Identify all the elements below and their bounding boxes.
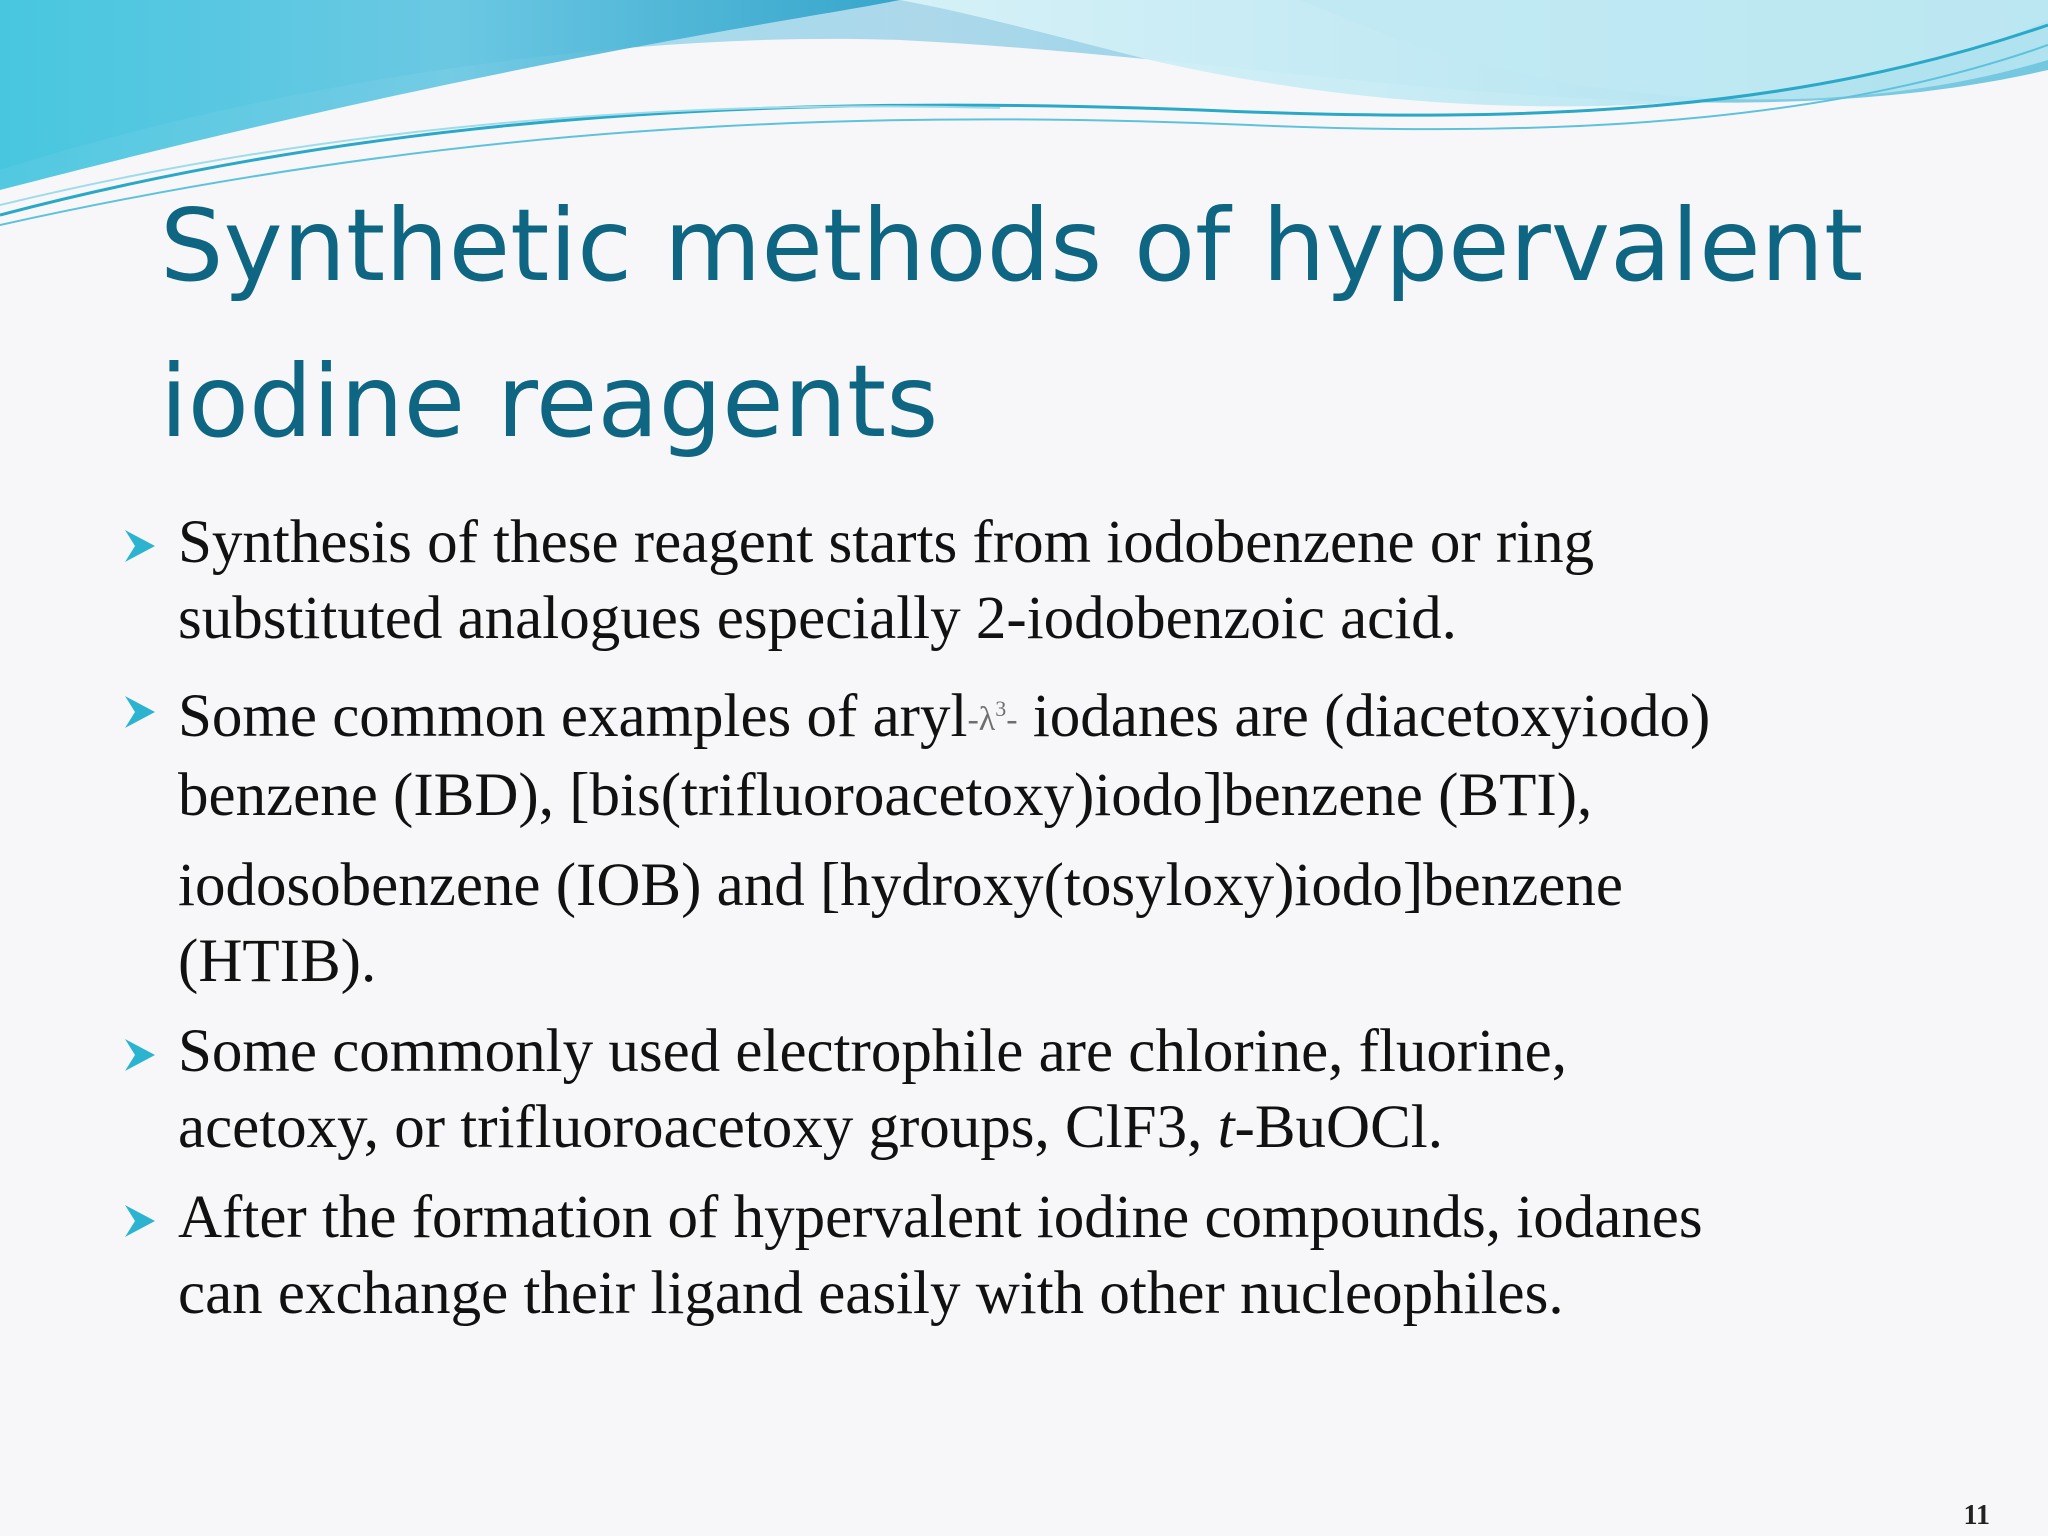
arrowhead-bullet-icon <box>121 527 159 565</box>
bullet-1-line-1: Synthesis of these reagent starts from iodobenzene or ring <box>178 509 1595 576</box>
bullet-2-line-3: iodosobenzene (IOB) and [hydroxy(tosyloxy)iodo]benzene <box>178 852 1623 919</box>
slide-title <box>160 168 2000 480</box>
lambda-superscript: 3 <box>995 696 1007 721</box>
bullet-list <box>115 505 1935 1346</box>
bullet-2-line-2: benzene (IBD), [bis(trifluoroacetoxy)iodo]benzene (BTI), <box>178 762 1593 829</box>
lambda-post: - <box>1006 701 1018 738</box>
bullet-item-4 <box>115 1180 1935 1332</box>
bullet-4-line-2: can exchange their ligand easily with other nucleophiles. <box>178 1260 1564 1327</box>
bullet-3-italic-t: t <box>1217 1094 1235 1161</box>
bullet-item-2 <box>115 671 1935 1000</box>
bullet-2-line-1-pre: Some common examples of aryl <box>178 683 968 750</box>
bullet-2-line-1 <box>178 671 1935 758</box>
bullet-3-line-2 <box>178 1090 1935 1166</box>
bullet-1-line-2: substituted analogues especially 2-iodobenzoic acid. <box>178 585 1457 652</box>
bullet-3-line-2-pre: acetoxy, or trifluoroacetoxy groups, ClF3, <box>178 1094 1218 1161</box>
page-number: 11 <box>1963 1500 1990 1531</box>
arrowhead-bullet-icon <box>121 1202 159 1240</box>
bullet-3-line-1: Some commonly used electrophile are chlorine, fluorine, <box>178 1018 1568 1085</box>
title-line-1: Synthetic methods of hypervalent <box>160 187 1864 304</box>
bullet-4-line-1: After the formation of hypervalent iodine compounds, iodanes <box>178 1184 1703 1251</box>
bullet-3-line-2-post: -BuOCl. <box>1234 1094 1443 1161</box>
bullet-2-line-4: (HTIB). <box>178 928 377 995</box>
bullet-item-1 <box>115 505 1935 657</box>
title-line-2: iodine reagents <box>160 343 939 460</box>
lambda-char: -λ <box>967 701 996 738</box>
bullet-2-line-1-post: iodanes are (diacetoxyiodo) <box>1017 683 1711 750</box>
arrowhead-bullet-icon <box>121 693 159 731</box>
bullet-item-3 <box>115 1014 1935 1166</box>
arrowhead-bullet-icon <box>121 1036 159 1074</box>
lambda-notation <box>967 696 1018 738</box>
